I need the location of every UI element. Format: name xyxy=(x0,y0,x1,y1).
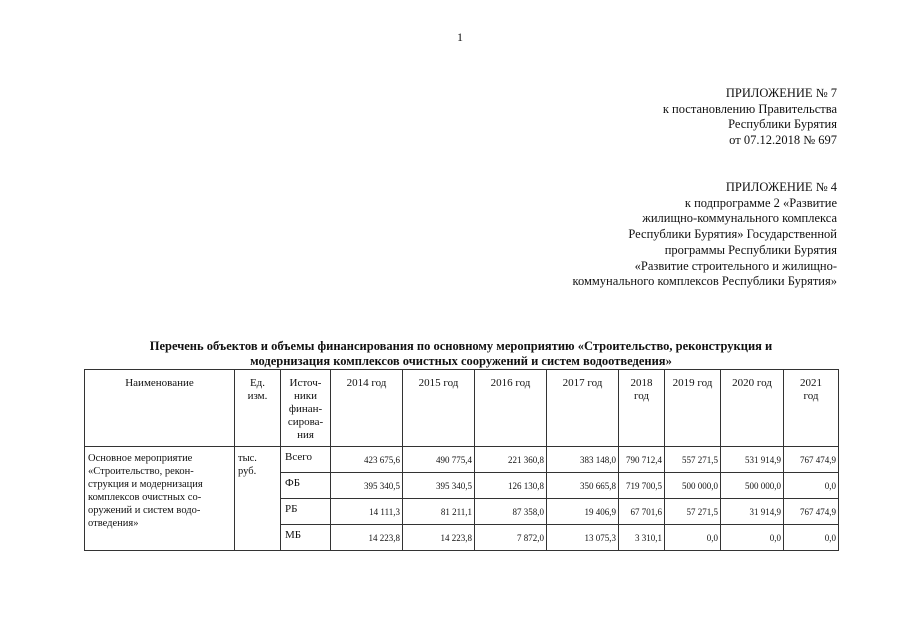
appendix-4-line: коммунального комплексов Республики Бурятия» xyxy=(572,274,837,289)
value-cell: 500 000,0 xyxy=(721,473,784,499)
activity-name-cell: Основное мероприятие «Строительство, рекон- струкция и модернизация комплексов очистных со- оружений и систем водо- отведения» xyxy=(85,447,235,551)
source-cell: ФБ xyxy=(281,473,331,499)
value-cell: 221 360,8 xyxy=(475,447,547,473)
appendix-4-line: ПРИЛОЖЕНИЕ № 4 xyxy=(725,180,837,194)
value-cell: 0,0 xyxy=(721,525,784,551)
appendix-7-line: Республики Бурятия xyxy=(728,117,837,132)
appendix-4-line: программы Республики Бурятия xyxy=(664,242,837,257)
header-year: 2016 год xyxy=(475,370,547,447)
header-year: 2021 год xyxy=(784,370,839,447)
value-cell: 767 474,9 xyxy=(784,499,839,525)
header-year: 2015 год xyxy=(403,370,475,447)
value-cell: 383 148,0 xyxy=(547,447,619,473)
appendix-7-block xyxy=(663,86,837,149)
value-cell: 3 310,1 xyxy=(619,525,665,551)
value-cell: 395 340,5 xyxy=(331,473,403,499)
appendix-4-line: жилищно-коммунального комплекса xyxy=(642,211,837,226)
header-name: Наименование xyxy=(85,370,235,447)
table-row xyxy=(85,447,839,473)
appendix-4-line: Республики Бурятия» Государственной xyxy=(628,227,837,242)
value-cell: 87 358,0 xyxy=(475,499,547,525)
value-cell: 0,0 xyxy=(784,525,839,551)
appendix-7-line: к постановлению Правительства xyxy=(662,101,837,116)
value-cell: 57 271,5 xyxy=(665,499,721,525)
header-source: Источ- ники финан- сирова- ния xyxy=(281,370,331,447)
appendix-4-block xyxy=(573,180,837,290)
unit-cell: тыс. руб. xyxy=(235,447,281,551)
value-cell: 395 340,5 xyxy=(403,473,475,499)
heading-line: модернизация комплексов очистных сооружений и систем водоотведения» xyxy=(250,353,672,368)
heading-line: Перечень объектов и объемы финансирования по основному мероприятию «Строительство, реконструкция и xyxy=(149,339,773,353)
appendix-7-line: ПРИЛОЖЕНИЕ № 7 xyxy=(725,86,837,100)
header-year: 2018 год xyxy=(619,370,665,447)
table-heading xyxy=(84,339,838,368)
value-cell: 14 111,3 xyxy=(331,499,403,525)
header-year: 2020 год xyxy=(721,370,784,447)
value-cell: 126 130,8 xyxy=(475,473,547,499)
value-cell: 7 872,0 xyxy=(475,525,547,551)
financing-table xyxy=(84,369,839,551)
value-cell: 350 665,8 xyxy=(547,473,619,499)
value-cell: 0,0 xyxy=(665,525,721,551)
value-cell: 67 701,6 xyxy=(619,499,665,525)
value-cell: 767 474,9 xyxy=(784,447,839,473)
value-cell: 423 675,6 xyxy=(331,447,403,473)
value-cell: 0,0 xyxy=(784,473,839,499)
value-cell: 31 914,9 xyxy=(721,499,784,525)
source-cell: МБ xyxy=(281,525,331,551)
source-cell: Всего xyxy=(281,447,331,473)
value-cell: 500 000,0 xyxy=(665,473,721,499)
header-year: 2014 год xyxy=(331,370,403,447)
header-year: 2019 год xyxy=(665,370,721,447)
value-cell: 790 712,4 xyxy=(619,447,665,473)
value-cell: 13 075,3 xyxy=(547,525,619,551)
page-number: 1 xyxy=(457,30,463,44)
value-cell: 14 223,8 xyxy=(403,525,475,551)
table-header-row xyxy=(85,370,839,447)
value-cell: 81 211,1 xyxy=(403,499,475,525)
appendix-4-line: к подпрограмме 2 «Развитие xyxy=(684,195,837,210)
header-unit: Ед. изм. xyxy=(235,370,281,447)
value-cell: 490 775,4 xyxy=(403,447,475,473)
value-cell: 557 271,5 xyxy=(665,447,721,473)
value-cell: 531 914,9 xyxy=(721,447,784,473)
value-cell: 14 223,8 xyxy=(331,525,403,551)
value-cell: 19 406,9 xyxy=(547,499,619,525)
appendix-7-line: от 07.12.2018 № 697 xyxy=(729,133,837,148)
header-year: 2017 год xyxy=(547,370,619,447)
appendix-4-line: «Развитие строительного и жилищно- xyxy=(634,258,837,273)
value-cell: 719 700,5 xyxy=(619,473,665,499)
source-cell: РБ xyxy=(281,499,331,525)
